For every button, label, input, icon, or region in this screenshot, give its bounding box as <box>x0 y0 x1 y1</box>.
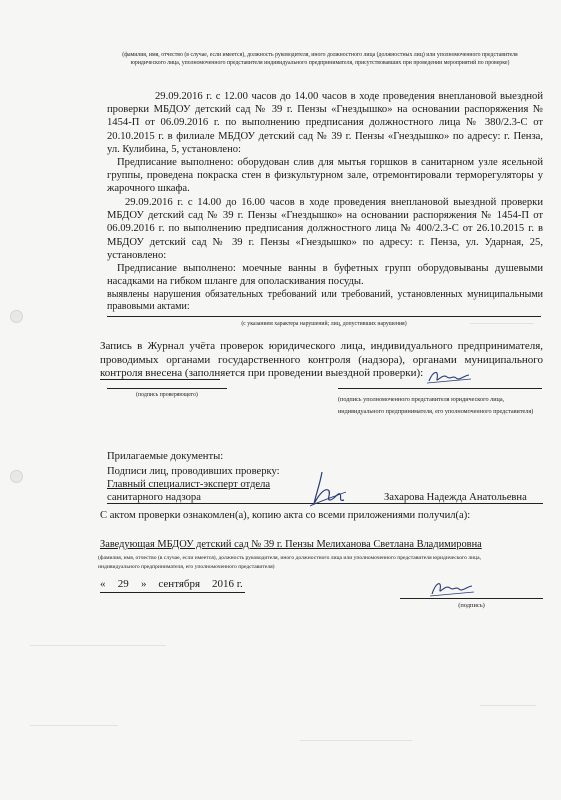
representative-signature <box>425 367 473 387</box>
bleed-through-text: ——————————— <box>30 720 118 729</box>
rep-sign-line <box>338 388 542 389</box>
footer-note-line2: индивидуального предпринимателя, его уполномоченного представителя) <box>98 564 275 570</box>
violations-text: выявлены нарушения обязательных требований или требований, установленных муниципальными правовыми актами: <box>107 289 543 312</box>
paragraph-inspection-1: 29.09.2016 г. с 12.00 часов до 14.00 часов в ходе проведения внеплановой выездной проверки МБДОУ детский сад № 39 г. Пензы «Гнездышко» на основании распоряжения № 1454-П от 06.09.2016 г. по выполнению предписания должностного лица № 380/2.3-С от 20.10.2015 г. в филиале МБДОУ детский сад № 39 г. Пензы «Гнездышко» по адресу: г. Пенза, ул. Кулибина, 5, установлено: <box>107 91 543 155</box>
acquainted-text: С актом проверки ознакомлен(а), копию акта со всеми приложениями получил(а): <box>100 510 471 521</box>
bleed-through-text: ————————————————— <box>30 640 166 649</box>
footer-note-line1: (фамилия, имя, отчество (в случае, если имеется), должность руководителя, иного должностного лица или уполномоченного представителя юридического лица, <box>98 555 482 561</box>
head-signature <box>428 578 476 600</box>
date-close-quote: » <box>141 578 147 590</box>
violations-line <box>107 316 541 317</box>
hole-punch <box>10 470 23 483</box>
head-line: Заведующая МБДОУ детский сад № 39 г. Пензы Мелиханова Светлана Владимировна <box>100 539 482 550</box>
inspector-sign-line <box>107 388 227 389</box>
attached-documents-label: Прилагаемые документы: <box>107 451 224 462</box>
date-year: 2016 г. <box>212 578 243 590</box>
hole-punch <box>10 310 23 323</box>
paragraph-result-1: Предписание выполнено: оборудован слив для мытья горшков в санитарном узле ясельной группы, проведена покраска стен в физкультурном зале, отремонтировали терморегуляторы у жарочного шкафа. <box>107 157 543 195</box>
signatures-label: Подписи лиц, проводивших проверку: <box>107 466 280 477</box>
paragraph-result-2: Предписание выполнено: моечные ванны в буфетных групп оборудовываны душевыми насадками на гибком шланге для ополаскивания посуды. <box>107 263 543 288</box>
inspector-title-1: Главный специалист-эксперт отдела <box>107 479 271 490</box>
bleed-through-text: ——————— <box>480 700 536 709</box>
bleed-through-text: —————————————— <box>300 735 412 744</box>
footer-note <box>98 554 543 572</box>
date-month: сентября <box>158 578 201 590</box>
inspector-name: Захарова Надежда Анатольевна <box>384 492 527 503</box>
header-note-line2: юридического лица, уполномоченного представителя индивидуального предпринимателя, присутствовавших при проведении мероприятий по проверке) <box>130 60 510 66</box>
date-line-underline <box>100 592 245 593</box>
date-open-quote: « <box>100 578 106 590</box>
bleed-through-text: ———————— <box>470 318 534 327</box>
date-day: 29 <box>117 578 129 590</box>
head-sign-line <box>400 598 543 599</box>
journal-blank-line <box>100 379 220 380</box>
date-line <box>100 578 243 591</box>
header-note-line1: (фамилия, имя, отчество (в случае, если имеется), должность руководителя, иного должностного лица (должностных лиц) или уполномоченного представителя <box>122 52 518 58</box>
inspector-signature <box>304 470 348 510</box>
sign-rep-note: (подпись уполномоченного представителя юридического лица, индивидуального предпринимателя, его уполномоченного представителя) <box>338 396 534 415</box>
signature-note: (подпись) <box>458 602 485 609</box>
journal-text: Запись в Журнал учёта проверок юридического лица, индивидуального предпринимателя, проводимых органами государственного контроля (надзора), органами муниципального контроля внесена (заполняется при проведении выездной проверки): <box>100 340 543 380</box>
inspector-title-2: санитарного надзора <box>107 492 201 503</box>
sign-inspector-note: (подпись проверяющего) <box>136 392 198 398</box>
paragraph-inspection-2: 29.09.2016 г. с 14.00 до 16.00 часов в ходе проведения внеплановой выездной проверки МБДОУ детский сад № 39 г. Пензы «Гнездышко» на основании распоряжения № 1454-П от 06.09.2016 г. по выполнению предписания должностного лица № 400/2.3-С от 26.10.2015 г. в МБДОУ детский сад № 39 г. Пензы «Гнездышко» по адресу: г. Пенза, ул. Ударная, 25, установлено: <box>107 197 543 261</box>
header-note <box>100 51 540 67</box>
violations-note: (с указанием характера нарушений; лиц, допустивших нарушения) <box>241 321 407 327</box>
